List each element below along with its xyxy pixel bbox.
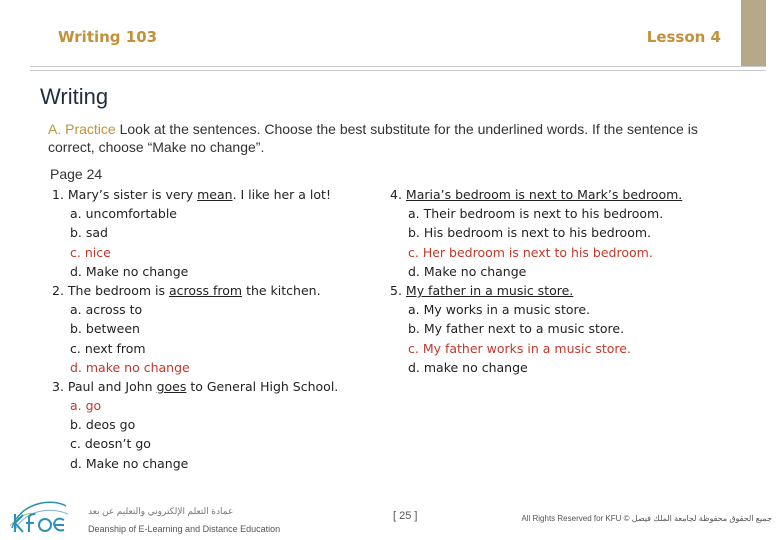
kfu-logo — [6, 496, 72, 536]
answer-option: b. sad — [70, 225, 108, 241]
question-stem — [390, 185, 730, 204]
question-stem — [390, 281, 730, 300]
stem-text: . I like her a lot! — [232, 187, 331, 202]
answer-option: d. Make no change — [408, 263, 527, 279]
corner-decoration — [741, 0, 766, 66]
question-5 — [390, 281, 730, 377]
answer-option: a. across to — [70, 302, 143, 318]
answer-option: b. deos go — [70, 417, 136, 433]
stem-text: 4. — [390, 187, 406, 202]
question-stem — [52, 185, 372, 204]
copyright-notice: All Rights Reserved for KFU © جميع الحقوق محفوظة لجامعة الملك فيصل — [521, 514, 772, 523]
deanship-arabic: عمادة التعلم الإلكتروني والتعليم عن بعد — [88, 506, 234, 516]
course-title: Writing 103 — [58, 28, 158, 46]
header-divider-secondary — [30, 70, 766, 71]
answer-option: d. Make no change — [70, 263, 189, 279]
stem-text: 1. Mary’s sister is very — [52, 187, 198, 202]
answer-option: d. make no change — [408, 359, 528, 375]
stem-underlined: My father in a music store. — [405, 282, 574, 298]
stem-text: 5. — [390, 282, 406, 298]
question-4 — [390, 185, 730, 281]
stem-underlined: mean — [197, 187, 233, 202]
slide-title: Writing — [40, 84, 109, 109]
question-stem — [52, 377, 372, 396]
stem-underlined: Maria’s bedroom is next to Mark’s bedroom. — [405, 187, 683, 202]
questions-column-right — [390, 185, 730, 377]
answer-option: b. between — [70, 321, 140, 337]
question-1 — [52, 185, 372, 281]
lesson-label: Lesson 4 — [646, 28, 721, 46]
stem-text: 2. The bedroom is — [52, 282, 169, 298]
deanship-english: Deanship of E-Learning and Distance Education — [88, 524, 281, 534]
answer-option: c. deosn’t go — [70, 436, 151, 452]
answer-option: b. My father next to a music store. — [408, 321, 625, 337]
answer-option: c. next from — [70, 340, 146, 356]
answer-option: a. My works in a music store. — [408, 302, 591, 318]
instruction — [48, 120, 728, 156]
stem-text: 3. Paul and John — [52, 378, 157, 394]
slide-page-number: [ 25 ] — [393, 510, 418, 522]
answer-option-correct: a. go — [70, 398, 102, 414]
stem-text: to General High School. — [186, 378, 339, 394]
question-stem — [52, 281, 372, 300]
stem-text: the kitchen. — [242, 282, 321, 298]
answer-option-correct: d. make no change — [70, 359, 190, 375]
question-2 — [52, 281, 372, 377]
answer-option: b. His bedroom is next to his bedroom. — [408, 225, 652, 241]
answer-option: a. Their bedroom is next to his bedroom. — [408, 206, 664, 222]
header-divider — [30, 66, 766, 67]
answer-option-correct: c. Her bedroom is next to his bedroom. — [408, 244, 653, 260]
question-3 — [52, 377, 372, 473]
answer-option: d. Make no change — [70, 455, 189, 471]
page-reference: Page 24 — [50, 166, 103, 182]
answer-option: a. uncomfortable — [70, 206, 177, 222]
questions-column-left — [52, 185, 372, 473]
stem-underlined: across from — [168, 282, 243, 298]
answer-option-correct: c. My father works in a music store. — [408, 340, 631, 356]
answer-option-correct: c. nice — [70, 244, 111, 260]
instruction-label: A. Practice — [48, 121, 116, 137]
stem-underlined: goes — [156, 378, 187, 394]
instruction-text: Look at the sentences. Choose the best substitute for the underlined words. If the sentence is correct, choose “Make no change”. — [48, 121, 698, 155]
